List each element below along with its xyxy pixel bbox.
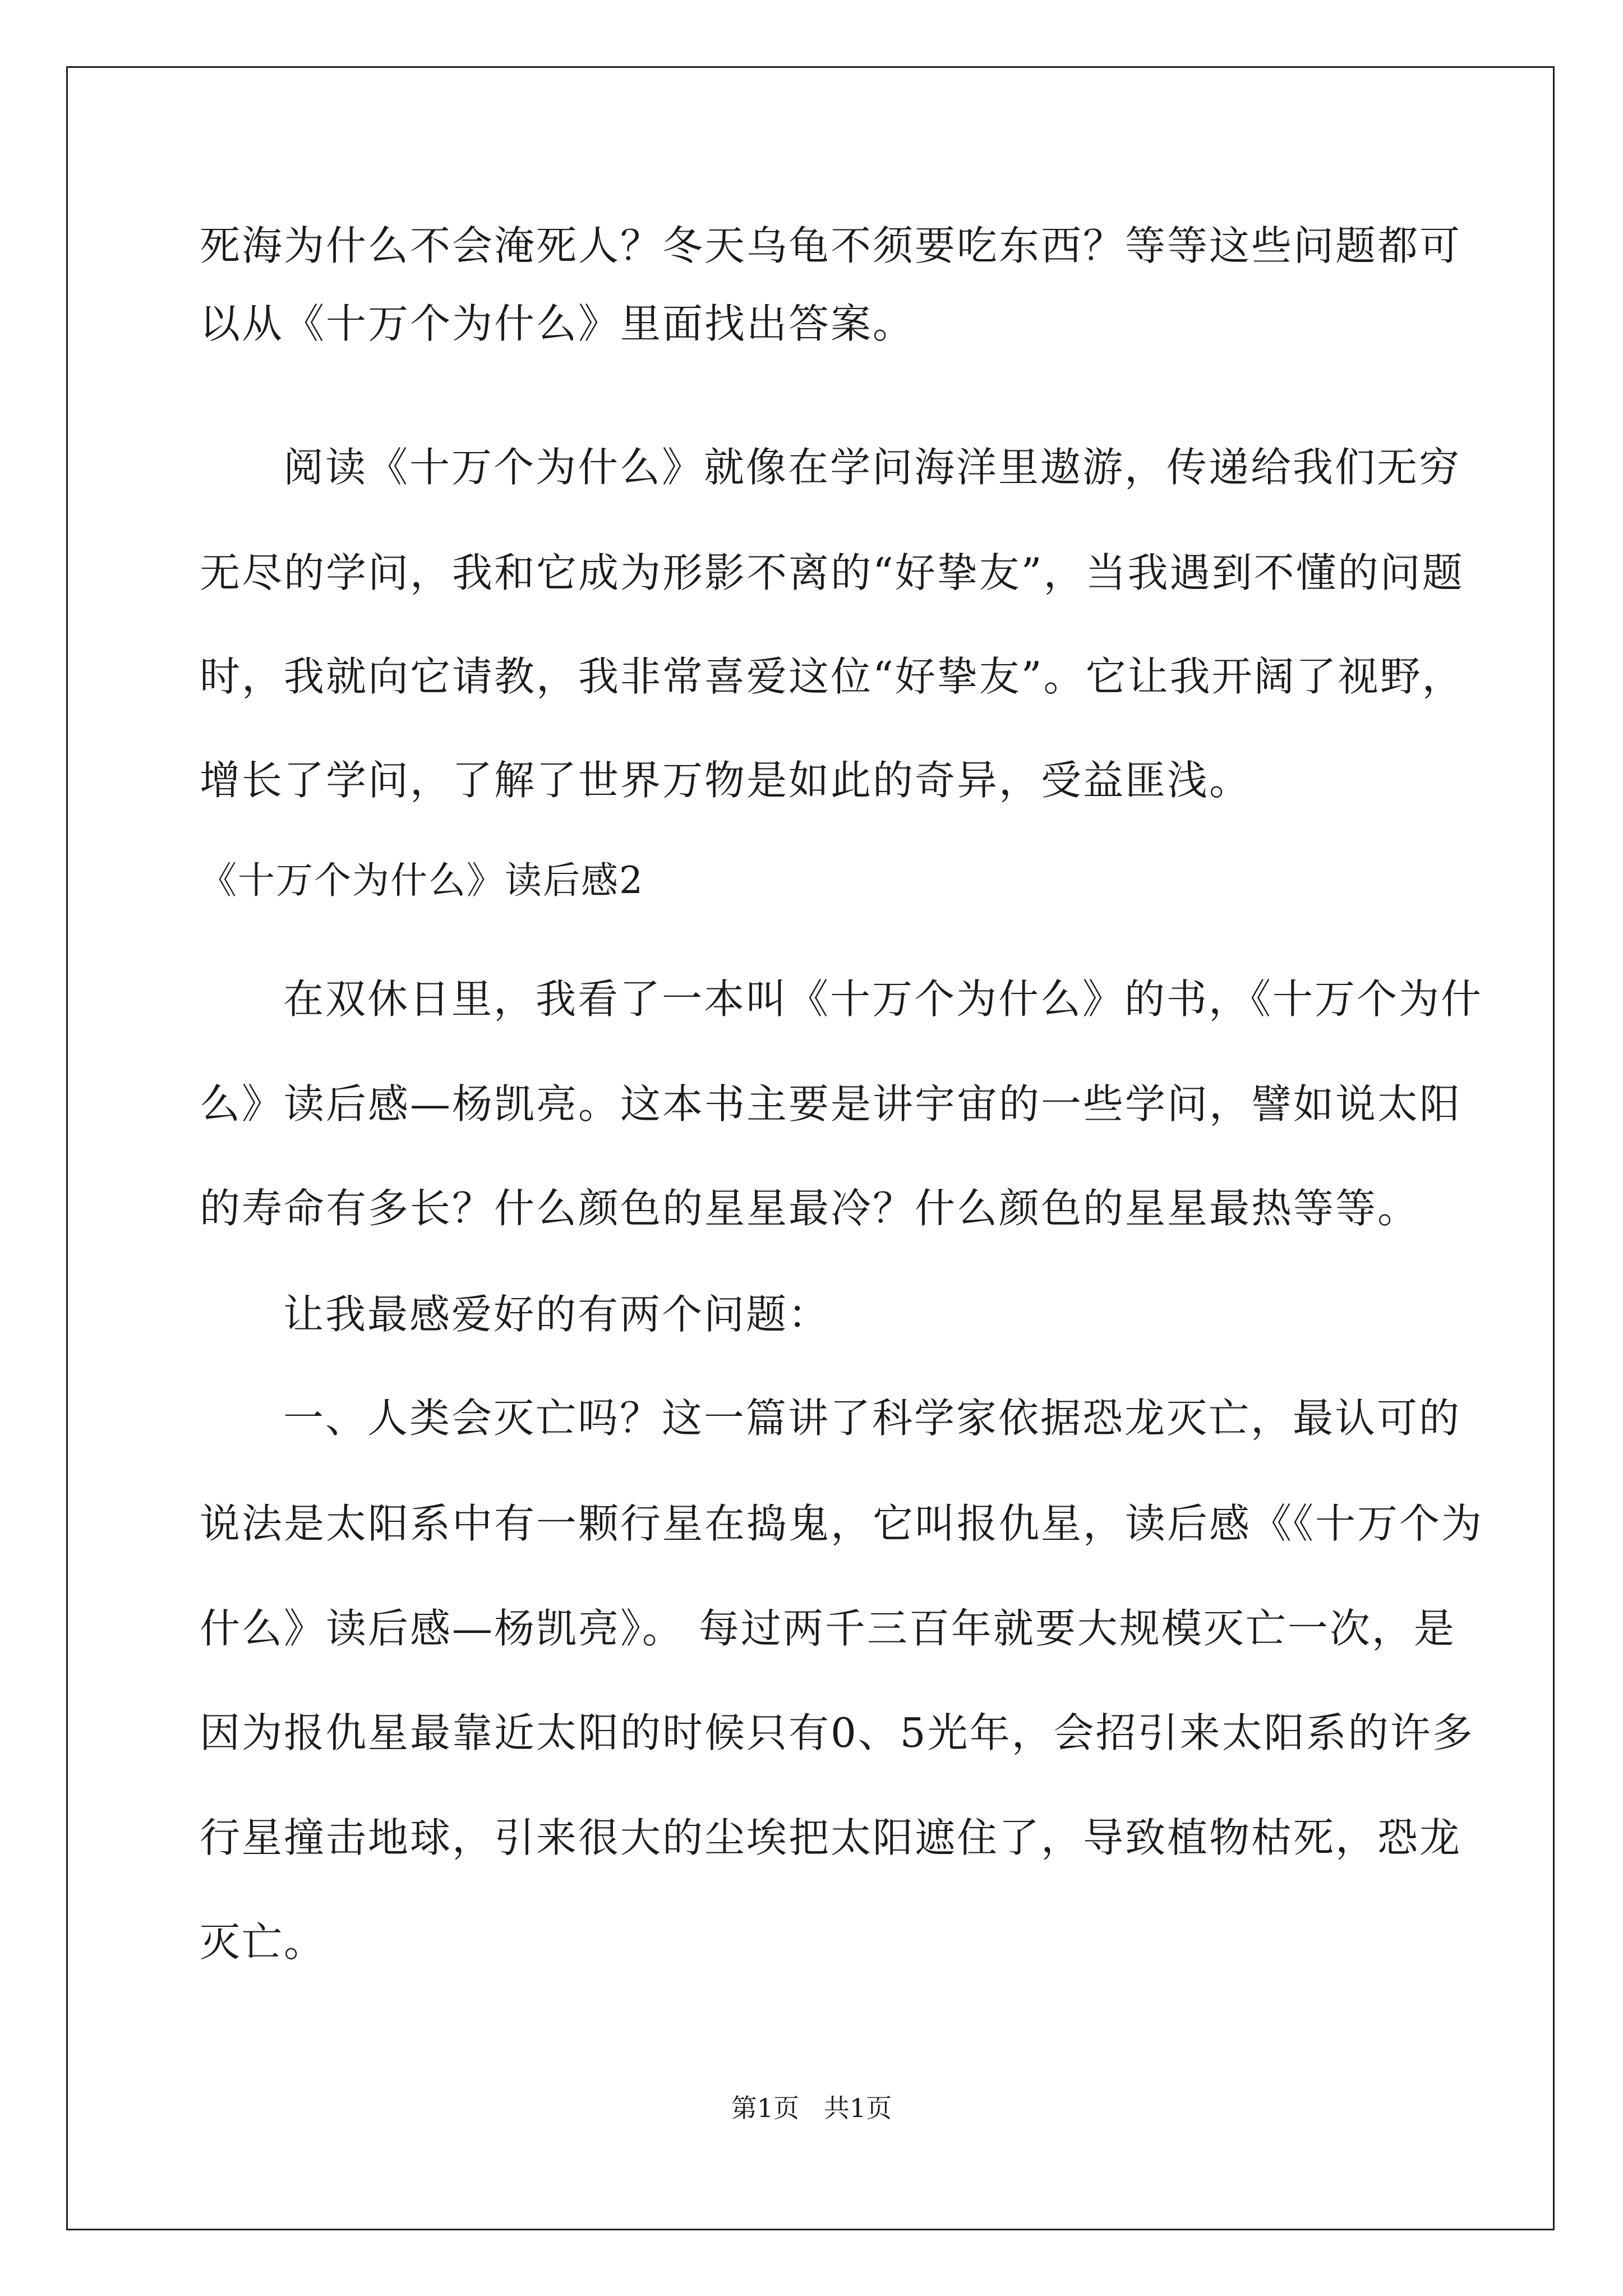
paragraph-2-line-1: 阅读《十万个为什么》就像在学问海洋里遨游，传递给我们无穷 (283, 444, 1461, 491)
paragraph-5-line-1: 一、人类会灭亡吗？这一篇讲了科学家依据恐龙灭亡，最认可的 (283, 1395, 1461, 1442)
paragraph-5-line-5: 行星撞击地球，引来很大的尘埃把太阳遮住了，导致植物枯死，恐龙 (200, 1814, 1462, 1861)
paragraph-5-line-3: 什么》读后感—杨凯亮》。 每过两千三百年就要大规模灭亡一次，是 (200, 1605, 1456, 1652)
paragraph-4-line-1: 让我最感爱好的有两个问题： (283, 1291, 831, 1338)
section-heading: 《十万个为什么》读后感2 (200, 859, 644, 902)
paragraph-2-line-3: 时，我就向它请教，我非常喜爱这位“好挚友”。它让我开阔了视野， (200, 653, 1464, 700)
paragraph-2-line-4: 增长了学问，了解了世界万物是如此的奇异，受益匪浅。 (200, 757, 1252, 804)
paragraph-3-line-2: 么》读后感—杨凯亮。这本书主要是讲宇宙的一些学问，譬如说太阳 (200, 1080, 1462, 1128)
paragraph-3-line-1: 在双休日里，我看了一本叫《十万个为什么》的书，《十万个为什 (283, 976, 1483, 1023)
paragraph-5-line-2: 说法是太阳系中有一颗行星在捣鬼，它叫报仇星，读后感《《十万个为 (200, 1500, 1484, 1547)
page-border (66, 66, 1555, 2230)
paragraph-1-line-1: 死海为什么不会淹死人？冬天乌龟不须要吃东西？等等这些问题都可 (200, 222, 1462, 269)
paragraph-2-line-2: 无尽的学问，我和它成为形影不离的“好挚友”，当我遇到不懂的问题 (200, 549, 1464, 596)
paragraph-1-line-2: 以从《十万个为什么》里面找出答案。 (200, 300, 915, 347)
paragraph-5-line-4: 因为报仇星最靠近太阳的时候只有0、5光年，会招引来太阳系的许多 (200, 1709, 1474, 1756)
paragraph-5-line-6: 灭亡。 (200, 1918, 326, 1966)
page-number-footer: 第1页 共1页 (731, 2093, 892, 2123)
paragraph-3-line-3: 的寿命有多长？什么颜色的星星最冷？什么颜色的星星最热等等。 (200, 1185, 1420, 1232)
